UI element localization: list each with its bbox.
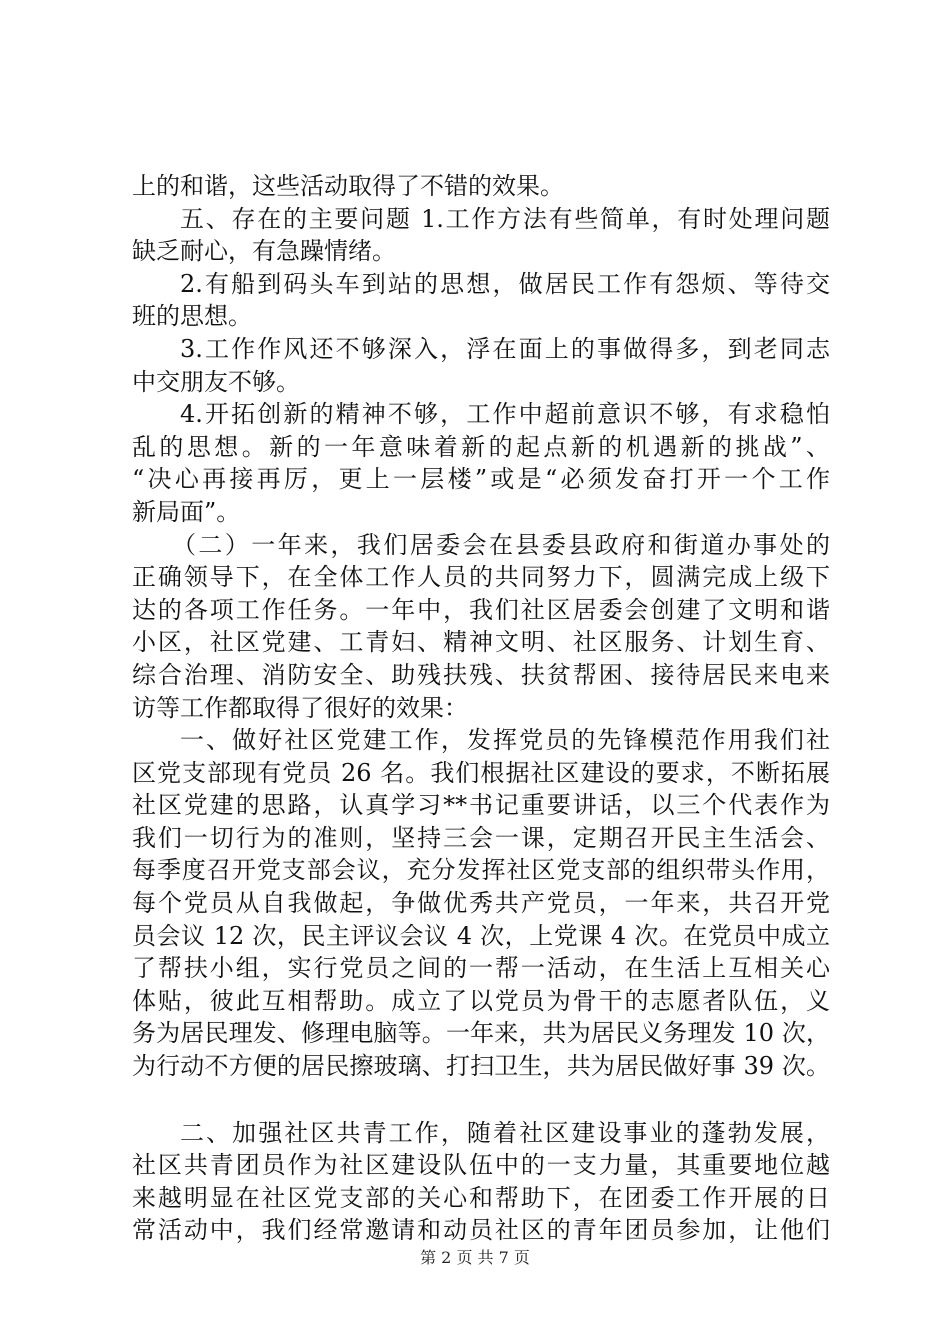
paragraph-line: （二）一年来，我们居委会在县委县政府和街道办事处的: [172, 530, 830, 559]
paragraph-line: 缺乏耐心，有急躁情绪。: [132, 237, 396, 266]
paragraph-line: 综合治理、消防安全、助残扶残、扶贫帮困、接待居民来电来: [132, 660, 830, 689]
paragraph-line: 二、加强社区共青工作，随着社区建设事业的蓬勃发展，: [180, 1118, 830, 1147]
paragraph-line: 小区，社区党建、工青妇、精神文明、社区服务、计划生育、: [132, 628, 830, 657]
paragraph-line: 员会议 12 次，民主评议会议 4 次，上党课 4 次。在党员中成立: [132, 921, 830, 950]
paragraph-line: 正确领导下，在全体工作人员的共同努力下，圆满完成上级下: [132, 563, 830, 592]
paragraph-line: 务为居民理发、修理电脑等。一年来，共为居民义务理发 10 次，: [132, 1019, 830, 1048]
paragraph-line: 2.有船到码头车到站的思想，做居民工作有怨烦、等待交: [180, 269, 830, 298]
document-body: [132, 170, 830, 1247]
paragraph-line: 了帮扶小组，实行党员之间的一帮一活动，在生活上互相关心: [132, 954, 830, 983]
paragraph-line: 区党支部现有党员 26 名。我们根据社区建设的要求，不断拓展: [132, 758, 830, 787]
page-number-footer: 第 2 页 共 7 页: [420, 1248, 530, 1267]
paragraph-line: 4.开拓创新的精神不够，工作中超前意识不够，有求稳怕: [180, 400, 830, 429]
paragraph-line: 3.工作作风还不够深入，浮在面上的事做得多，到老同志: [180, 334, 830, 363]
paragraph-line: 每季度召开党支部会议，充分发挥社区党支部的组织带头作用，: [132, 856, 830, 885]
paragraph-line: 我们一切行为的准则，坚持三会一课，定期召开民主生活会、: [132, 823, 830, 852]
paragraph-line: 达的各项工作任务。一年中，我们社区居委会创建了文明和谐: [132, 595, 830, 624]
paragraph-spacer: [132, 1083, 830, 1117]
paragraph-line: 访等工作都取得了很好的效果：: [132, 693, 468, 722]
paragraph-line: 社区共青团员作为社区建设队伍中的一支力量，其重要地位越: [132, 1151, 830, 1180]
paragraph-line: 一、做好社区党建工作，发挥党员的先锋模范作用我们社: [180, 726, 830, 755]
paragraph-line: 体贴，彼此互相帮助。成立了以党员为骨干的志愿者队伍，义: [132, 986, 830, 1015]
paragraph-line: 乱的思想。新的一年意味着新的起点新的机遇新的挑战”、: [132, 432, 830, 461]
paragraph-line: 中交朋友不够。: [132, 367, 300, 396]
paragraph-line: 班的思想。: [132, 302, 252, 331]
paragraph-line: 上的和谐，这些活动取得了不错的效果。: [132, 172, 564, 200]
paragraph-line: 常活动中，我们经常邀请和动员社区的青年团员参加，让他们: [132, 1216, 830, 1245]
paragraph-line: 来越明显在社区党支部的关心和帮助下，在团委工作开展的日: [132, 1183, 830, 1212]
paragraph-line: 为行动不方便的居民擦玻璃、打扫卫生，共为居民做好事 39 次。: [132, 1052, 830, 1081]
paragraph-line: 五、存在的主要问题 1.工作方法有些简单，有时处理问题: [180, 204, 830, 233]
paragraph-line: 社区党建的思路，认真学习**书记重要讲话，以三个代表作为: [132, 791, 830, 820]
paragraph-line: 每个党员从自我做起，争做优秀共产党员，一年来，共召开党: [132, 889, 830, 918]
paragraph-line: “决心再接再厉，更上一层楼”或是“必须发奋打开一个工作: [132, 465, 830, 494]
paragraph-line: 新局面”。: [132, 497, 241, 526]
